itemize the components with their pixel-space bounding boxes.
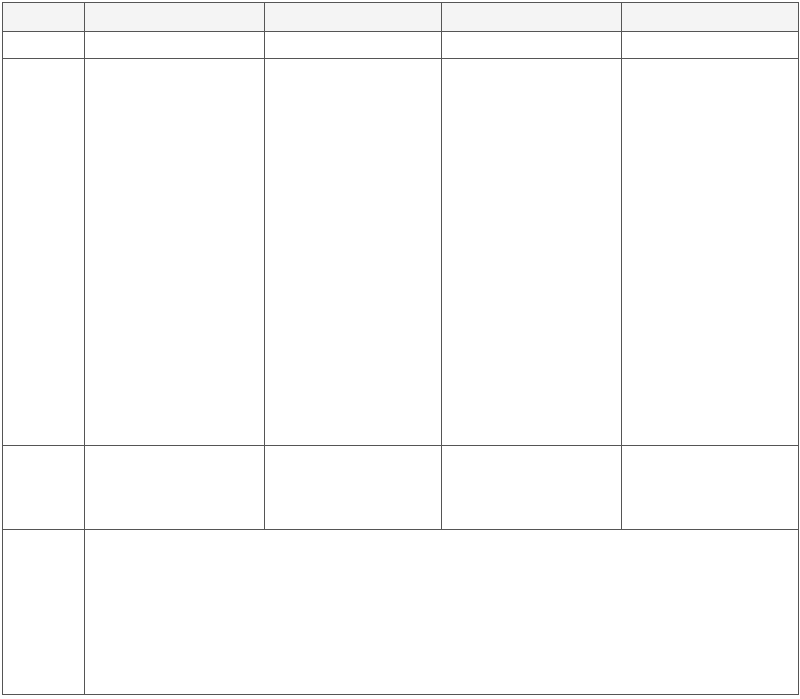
price-lux (442, 32, 622, 59)
options-content (85, 530, 799, 695)
pack-top (622, 446, 799, 530)
model-glx (265, 3, 442, 32)
price-gls (85, 32, 265, 59)
config-label (3, 59, 85, 446)
corner-label (3, 3, 85, 32)
price-label (3, 32, 85, 59)
options-label (3, 530, 85, 695)
config-glx (265, 59, 442, 446)
config-lux (442, 59, 622, 446)
spec-table (2, 2, 799, 695)
config-row (3, 59, 799, 446)
header-row (3, 3, 799, 32)
options-row (3, 530, 799, 695)
config-top (622, 59, 799, 446)
config-gls (85, 59, 265, 446)
price-glx (265, 32, 442, 59)
price-row (3, 32, 799, 59)
model-gls (85, 3, 265, 32)
price-top (622, 32, 799, 59)
pack-gls (85, 446, 265, 530)
pack-label (3, 446, 85, 530)
pack-row (3, 446, 799, 530)
pack-glx (265, 446, 442, 530)
pack-lux (442, 446, 622, 530)
model-top (622, 3, 799, 32)
model-lux (442, 3, 622, 32)
